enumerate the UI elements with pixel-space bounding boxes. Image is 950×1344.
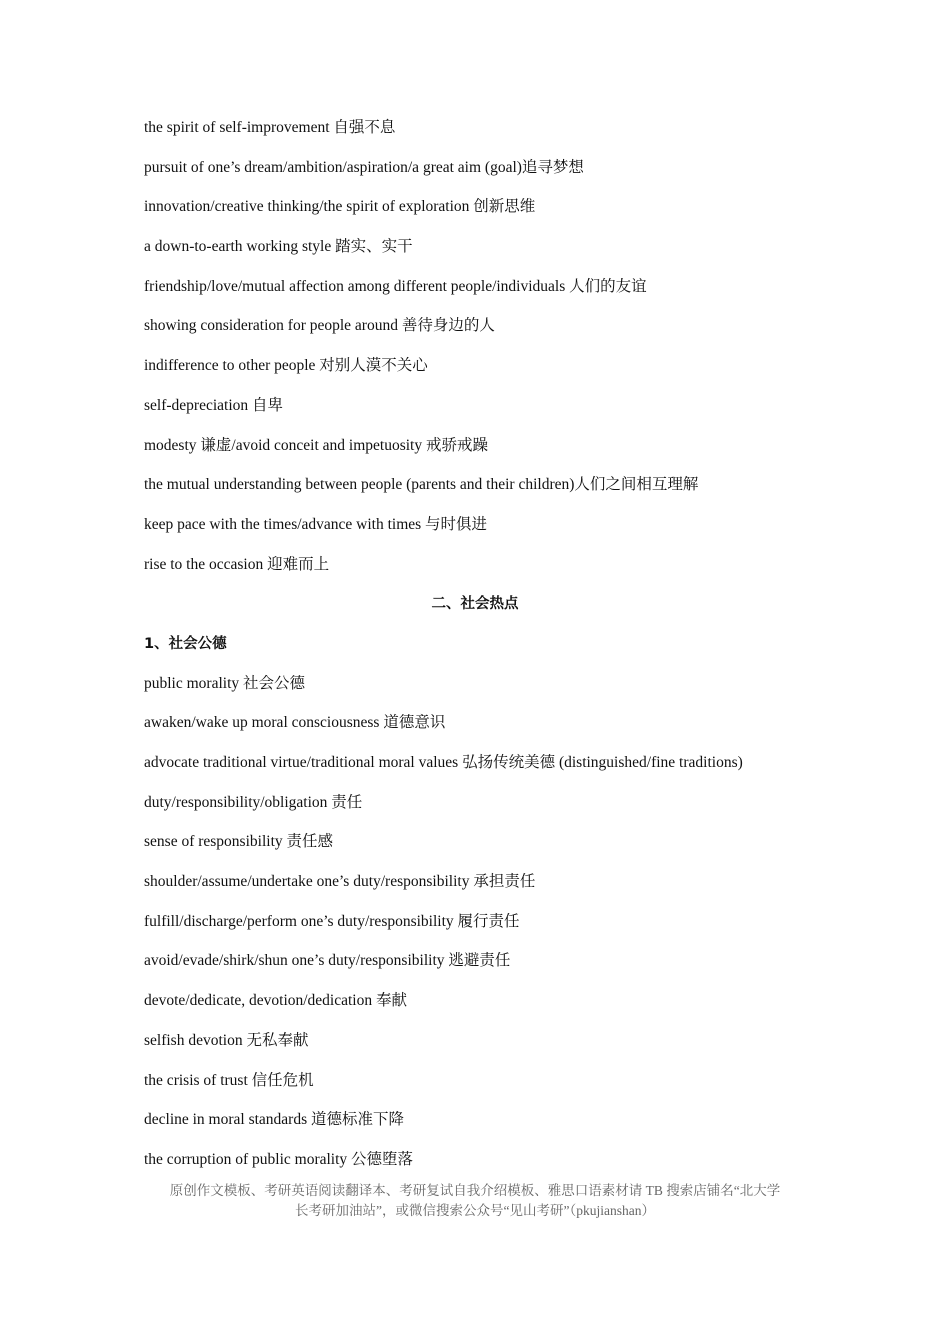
- page-footer: [130, 1181, 820, 1221]
- vocab-line: pursuit of one’s dream/ambition/aspiration/a great aim (goal)追寻梦想: [144, 158, 584, 176]
- subsection-heading: 1、社会公德: [144, 635, 227, 652]
- footer-line: 原创作文模板、考研英语阅读翻译本、考研复试自我介绍模板、雅思口语素材请 TB 搜索店铺名“北大学: [169, 1183, 781, 1198]
- vocab-line: the corruption of public morality 公德堕落: [144, 1150, 414, 1168]
- vocab-line: self-depreciation 自卑: [144, 396, 284, 414]
- vocab-line: the crisis of trust 信任危机: [144, 1071, 314, 1089]
- vocab-line: keep pace with the times/advance with times 与时俱进: [144, 515, 488, 533]
- vocab-line: shoulder/assume/undertake one’s duty/responsibility 承担责任: [144, 873, 536, 891]
- vocab-line: advocate traditional virtue/traditional moral values 弘扬传统美德 (distinguished/fine traditions): [144, 754, 743, 771]
- vocab-line: decline in moral standards 道德标准下降: [144, 1111, 405, 1129]
- vocab-line: innovation/creative thinking/the spirit of exploration 创新思维: [144, 198, 536, 216]
- vocab-line: sense of responsibility 责任感: [144, 833, 333, 851]
- vocab-line: selfish devotion 无私奉献: [144, 1031, 309, 1049]
- footer-line: 长考研加油站”，或微信搜索公众号“见山考研”（pkujianshan）: [295, 1203, 655, 1218]
- vocab-line: friendship/love/mutual affection among different people/individuals 人们的友谊: [144, 277, 647, 295]
- vocab-line: duty/responsibility/obligation 责任: [144, 793, 363, 811]
- vocab-line: avoid/evade/shirk/shun one’s duty/responsibility 逃避责任: [144, 952, 511, 970]
- vocab-line: public morality 社会公德: [144, 674, 306, 692]
- vocab-line: the spirit of self-improvement 自强不息: [144, 119, 396, 136]
- vocab-line: fulfill/discharge/perform one’s duty/responsibility 履行责任: [144, 912, 520, 930]
- vocab-line: indifference to other people 对别人漠不关心: [144, 357, 428, 375]
- vocabulary-list: [144, 116, 844, 1188]
- vocab-line: the mutual understanding between people (parents and their children)人们之间相互理解: [144, 476, 699, 494]
- vocab-line: devote/dedicate, devotion/dedication 奉献: [144, 992, 407, 1010]
- vocab-line: awaken/wake up moral consciousness 道德意识: [144, 714, 446, 732]
- vocab-line: modesty 谦虚/avoid conceit and impetuosity 戒骄戒躁: [144, 436, 488, 454]
- vocab-line: rise to the occasion 迎难而上: [144, 555, 330, 573]
- vocab-line: a down-to-earth working style 踏实、实干: [144, 238, 413, 256]
- vocab-line: showing consideration for people around 善待身边的人: [144, 317, 495, 335]
- section-heading: 二、社会热点: [431, 596, 519, 613]
